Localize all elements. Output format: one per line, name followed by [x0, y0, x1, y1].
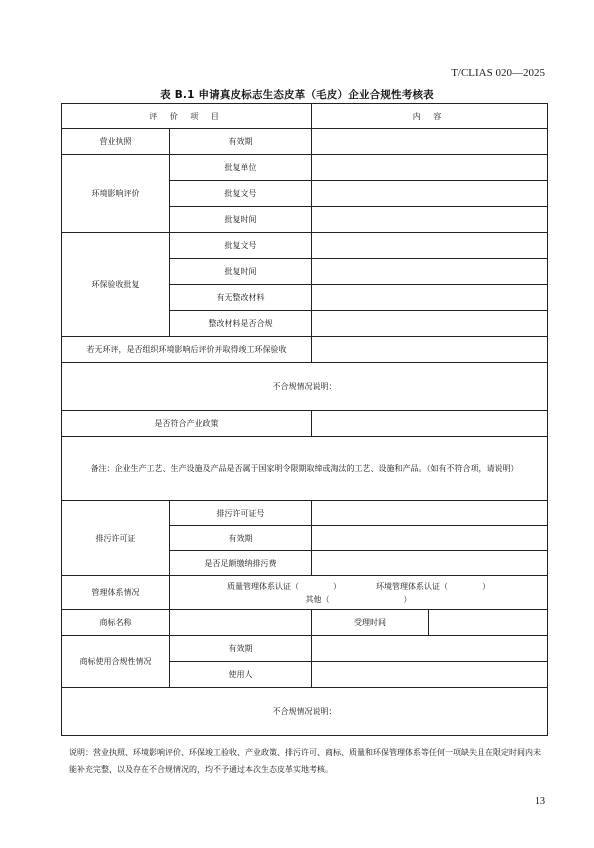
accept-time-label: 受理时间: [312, 610, 429, 636]
eia-unit-value[interactable]: [312, 155, 548, 181]
page-number: 13: [535, 796, 545, 807]
permit-validity-value[interactable]: [312, 526, 548, 551]
header-item: 评 价 项 目: [62, 104, 312, 129]
eia-time-value[interactable]: [312, 207, 548, 233]
quality-cert-close: ）: [332, 581, 341, 591]
row-noncompliance-1: [62, 363, 548, 411]
table-title: 表 B.1 申请真皮标志生态皮革（毛皮）企业合规性考核表: [160, 89, 434, 101]
no-eia-question: 若无环评，是否组织环境影响后评价并取得竣工环保验收: [62, 337, 312, 363]
row-no-eia: [62, 337, 548, 363]
compliance-assessment-table: [61, 103, 548, 736]
row-eia-unit: [62, 155, 548, 181]
row-industrial-policy: [62, 411, 548, 437]
row-permit-number: [62, 501, 548, 526]
eia-number-value[interactable]: [312, 181, 548, 207]
acceptance-field-label: 批复时间: [170, 259, 312, 285]
management-system-label: 管理体系情况: [62, 576, 170, 610]
business-license-label: 营业执照: [62, 129, 170, 155]
acceptance-field-label: 整改材料是否合规: [170, 311, 312, 337]
industrial-policy-value[interactable]: [312, 411, 548, 437]
management-system-options: [170, 576, 548, 610]
eia-field-label: 批复单位: [170, 155, 312, 181]
other-cert-close: ）: [403, 594, 412, 604]
row-business-license: [62, 129, 548, 155]
permit-fee-value[interactable]: [312, 551, 548, 576]
accept-time-value[interactable]: [429, 610, 548, 636]
business-license-validity-label: 有效期: [170, 129, 312, 155]
trademark-name-value[interactable]: [170, 610, 312, 636]
environment-cert-label: 环境管理体系认证（: [376, 581, 449, 591]
eia-field-label: 批复文号: [170, 181, 312, 207]
noncompliance-note: 不合规情况说明：: [62, 363, 548, 411]
acceptance-number-value[interactable]: [312, 233, 548, 259]
acceptance-field-label: 有无整改材料: [170, 285, 312, 311]
acceptance-time-value[interactable]: [312, 259, 548, 285]
trademark-validity-value[interactable]: [312, 636, 548, 662]
rectification-compliant-value[interactable]: [312, 311, 548, 337]
document-number: T/CLIAS 020—2025: [451, 67, 545, 79]
row-trademark: [62, 610, 548, 636]
permit-number-value[interactable]: [312, 501, 548, 526]
other-cert-label: 其他（: [305, 594, 330, 604]
permit-field-label: 有效期: [170, 526, 312, 551]
discharge-permit-label: 排污许可证: [62, 501, 170, 576]
table-header-row: [62, 104, 548, 129]
eia-label: 环境影响评价: [62, 155, 170, 233]
row-acceptance-number: [62, 233, 548, 259]
permit-field-label: 是否足额缴纳排污费: [170, 551, 312, 576]
no-eia-answer[interactable]: [312, 337, 548, 363]
trademark-label: 商标名称: [62, 610, 170, 636]
acceptance-field-label: 批复文号: [170, 233, 312, 259]
row-remark: [62, 437, 548, 501]
trademark-user-value[interactable]: [312, 662, 548, 688]
quality-cert-label: 质量管理体系认证（: [226, 581, 299, 591]
acceptance-label: 环保验收批复: [62, 233, 170, 337]
trademark-use-field-label: 有效期: [170, 636, 312, 662]
row-trademark-validity: [62, 636, 548, 662]
footnote: 说明：营业执照、环境影响评价、环保竣工验收、产业政策、排污许可、商标、质量和环保管理体系等任何一项缺失且在限定时间内未能补充完整，以及存在不合规情况的，均不予通过本次生态皮革实地考核。: [69, 748, 541, 774]
trademark-use-label: 商标使用合规性情况: [62, 636, 170, 688]
permit-field-label: 排污许可证号: [170, 501, 312, 526]
trademark-use-field-label: 使用人: [170, 662, 312, 688]
remark-text: 备注：企业生产工艺、生产设施及产品是否属于国家明令限期取缔或淘汰的工艺、设施和产品。（如有不符合项，请说明）: [62, 437, 548, 501]
header-content: 内 容: [312, 104, 548, 129]
eia-field-label: 批复时间: [170, 207, 312, 233]
row-management-system: [62, 576, 548, 610]
row-noncompliance-2: [62, 688, 548, 736]
environment-cert-close: ）: [482, 581, 491, 591]
business-license-validity-value[interactable]: [312, 129, 548, 155]
industrial-policy-label: 是否符合产业政策: [62, 411, 312, 437]
noncompliance-note: 不合规情况说明：: [62, 688, 548, 736]
rectification-value[interactable]: [312, 285, 548, 311]
